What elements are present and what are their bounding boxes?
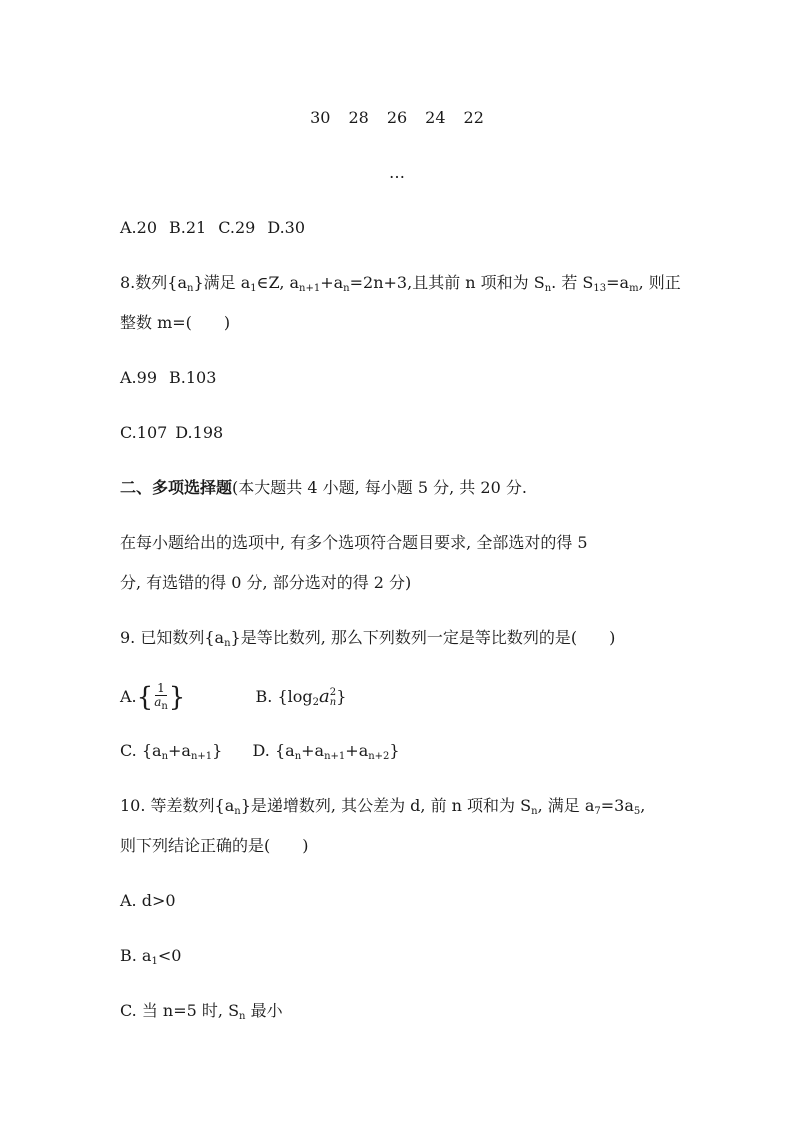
q8-text: ∈Z, a: [256, 273, 300, 292]
q9-text: 9. 已知数列{a: [120, 628, 225, 647]
q10-stem-line2: 则下列结论正确的是( ): [120, 836, 309, 855]
q10-option-c: [120, 1001, 283, 1027]
subscript: 7: [594, 806, 601, 817]
q9-options-row2: [120, 741, 400, 767]
option-d-text: +a: [345, 741, 369, 760]
option-c-text: }: [212, 741, 223, 760]
q10-option-b: [120, 946, 181, 972]
option-a: A.20: [120, 218, 157, 237]
option-d-text: D. {a: [252, 741, 295, 760]
variable: a: [319, 686, 330, 707]
q10-text: ,: [640, 796, 646, 815]
option-c: C.29: [218, 218, 256, 237]
fraction-numerator: 1: [157, 681, 165, 695]
right-brace-icon: }: [168, 682, 186, 713]
q9-stem: [120, 628, 615, 654]
option-c-text: 最小: [245, 1001, 283, 1020]
q7-options: [120, 218, 305, 238]
subscript: n: [161, 751, 169, 762]
fraction-denominator: [154, 696, 168, 713]
subscript: n: [161, 701, 168, 712]
subscript: 2: [312, 697, 320, 708]
subscript: n: [239, 1011, 246, 1022]
section-instructions: 在每小题给出的选项中, 有多个选项符合题目要求, 全部选对的得 5: [120, 533, 588, 552]
subscript: n: [343, 283, 350, 294]
subscript: n+2: [368, 751, 390, 762]
subscript: n: [531, 806, 538, 817]
sequence-value: 22: [463, 108, 484, 127]
sequence-value: 28: [348, 108, 369, 127]
q8-text: 数列{a: [135, 273, 187, 292]
q10-text: 10. 等差数列{a: [120, 796, 235, 815]
subscript: n: [224, 638, 231, 649]
option-b-label: B. {log: [255, 687, 313, 706]
option-d: D.198: [175, 423, 224, 442]
subscript: m: [629, 283, 639, 294]
ellipsis: …: [389, 163, 405, 182]
sequence-value: 30: [310, 108, 331, 127]
q8-text: , 则正: [638, 273, 681, 292]
q9-text: }是等比数列, 那么下列数列一定是等比数列的是( ): [230, 628, 616, 647]
q8-text: +a: [320, 273, 344, 292]
question-number: 8.: [120, 273, 136, 292]
q8-text: }满足 a: [193, 273, 251, 292]
q8-options-row1: [120, 368, 216, 388]
option-c: C.107: [120, 423, 168, 442]
superscript: 2: [329, 686, 337, 698]
option-b-text: B. a: [120, 946, 152, 965]
subscript: n: [187, 283, 194, 294]
section-instructions-line2: 分, 有选错的得 0 分, 部分选对的得 2 分): [120, 573, 412, 592]
subscript: 1: [151, 956, 158, 967]
section-heading: [120, 478, 527, 498]
sequence-row: [0, 108, 794, 128]
option-d: D.30: [267, 218, 306, 237]
option-c-text: +a: [168, 741, 191, 760]
subscript: 5: [633, 806, 641, 817]
option-c-text: C. {a: [120, 741, 162, 760]
q8-text: . 若 S: [551, 273, 594, 292]
q8-stem: [120, 273, 681, 299]
subscript: n+1: [324, 751, 346, 762]
fraction: [154, 682, 168, 713]
subscript: 13: [593, 283, 607, 294]
section-title: 二、多项选择题: [120, 478, 233, 497]
q8-options-row2: [120, 423, 223, 443]
subscript: n: [544, 283, 552, 294]
option-b: B.103: [169, 368, 217, 387]
subscript: n+1: [190, 751, 213, 762]
q10-text: }是递增数列, 其公差为 d, 前 n 项和为 S: [240, 796, 532, 815]
subscript: n: [234, 806, 241, 817]
q8-text: =a: [606, 273, 630, 292]
left-brace-icon: {: [136, 682, 154, 713]
sequence-value: 26: [386, 108, 408, 127]
option-a: A.99: [120, 368, 157, 387]
q10-option-a: A. d>0: [120, 891, 176, 910]
q9-options-row1: [120, 680, 346, 714]
q10-text: , 满足 a: [537, 796, 595, 815]
q10-text: =3a: [600, 796, 634, 815]
variable: a: [154, 695, 162, 709]
option-d-text: +a: [301, 741, 325, 760]
subscript: 1: [250, 283, 257, 294]
q8-stem-line2: 整数 m=( ): [120, 313, 231, 332]
right-brace: }: [336, 687, 347, 706]
q10-stem: [120, 796, 645, 822]
option-b-text: <0: [157, 946, 182, 965]
option-b: B.21: [169, 218, 207, 237]
option-a-label: A.: [120, 687, 137, 706]
option-c-text: C. 当 n=5 时, S: [120, 1001, 240, 1020]
subscript: n+1: [299, 283, 321, 294]
subscript: n: [294, 751, 302, 762]
section-intro: (本大题共 4 小题, 每小题 5 分, 共 20 分.: [232, 478, 527, 497]
sequence-value: 24: [425, 108, 446, 127]
q8-text: =2n+3,且其前 n 项和为 S: [349, 273, 545, 292]
subscript: n: [329, 696, 337, 708]
option-d-text: }: [389, 741, 400, 760]
